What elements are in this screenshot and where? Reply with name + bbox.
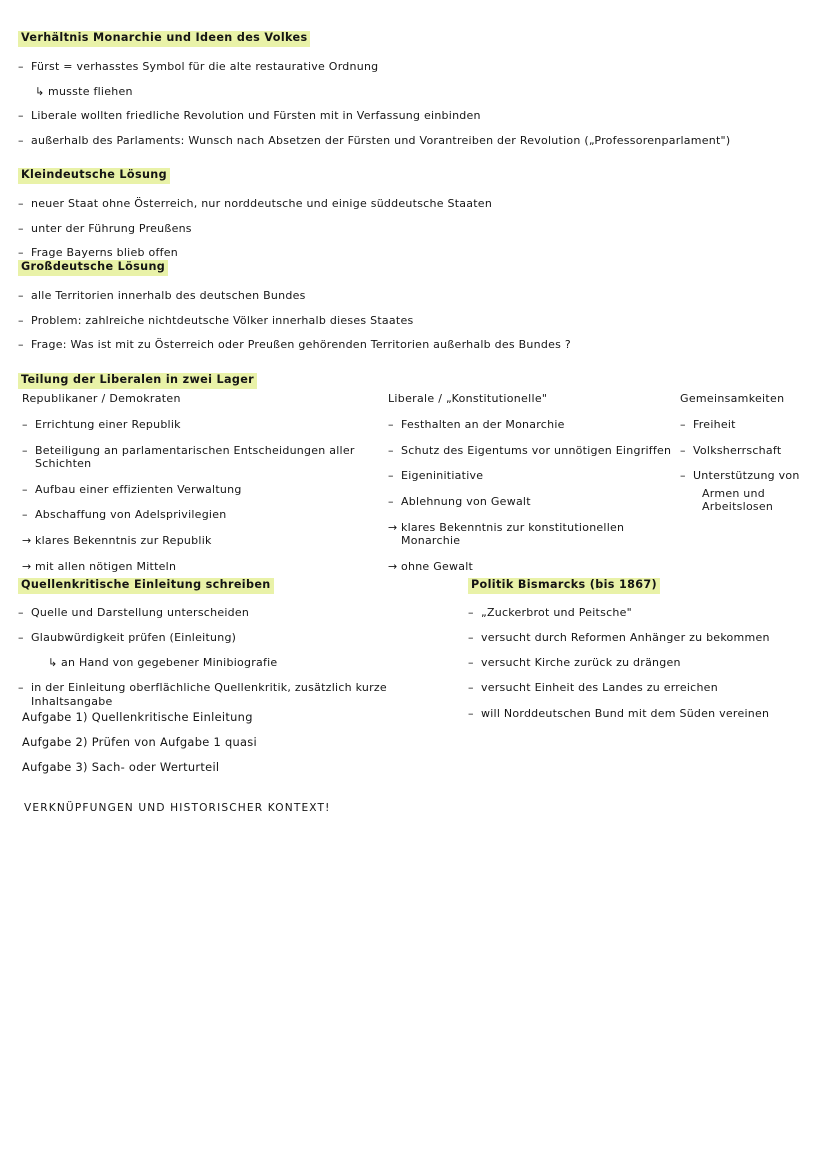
bullet-dash: – — [680, 443, 686, 457]
arrow-right-icon: → — [388, 520, 398, 534]
verhaeltnis-list — [18, 60, 808, 147]
list-item-text: Aufbau einer effizienten Verwaltung — [35, 482, 242, 496]
list-item — [18, 109, 808, 122]
heading-text: Quellenkritische Einleitung schreiben — [18, 578, 274, 594]
bullet-dash: – — [468, 656, 474, 670]
section-heading — [18, 573, 458, 594]
list-item-text: Schutz des Eigentums vor unnötigen Eingriffen — [401, 443, 672, 457]
column-title: Republikaner / Demokraten — [22, 392, 181, 405]
list-item-text: Frage: Was ist mit zu Österreich oder Preußen gehörenden Territorien außerhalb des Bundes ? — [31, 338, 571, 352]
heading-text: Teilung der Liberalen in zwei Lager — [18, 373, 257, 389]
quellenkritik-list — [18, 606, 458, 708]
list-item — [468, 631, 798, 644]
list-item-text: versucht Kirche zurück zu drängen — [481, 656, 681, 670]
list-item — [388, 418, 673, 431]
bullet-dash: – — [18, 681, 24, 695]
list-item-text: außerhalb des Parlaments: Wunsch nach Absetzen der Fürsten und Vorantreiben der Revolution („Professorenparlament") — [31, 133, 731, 147]
bullet-dash: – — [22, 508, 28, 522]
bullet-dash: – — [18, 288, 24, 302]
arrow-right-icon: → — [22, 559, 32, 573]
section-heading — [18, 255, 618, 276]
list-item-text: alle Territorien innerhalb des deutschen Bundes — [31, 288, 306, 302]
column-republikaner-demokraten — [22, 392, 372, 585]
liberale-list — [388, 418, 673, 573]
arrow-right-icon: → — [22, 533, 32, 547]
list-item-text: Errichtung einer Republik — [35, 418, 181, 431]
kleindeutsche-list — [18, 197, 578, 260]
bullet-dash: – — [680, 469, 686, 483]
list-item — [388, 444, 673, 457]
section-heading — [468, 573, 798, 594]
section-grossdeutsche-loesung — [18, 255, 618, 363]
bullet-dash: – — [388, 443, 394, 457]
heading-text: Verhältnis Monarchie und Ideen des Volkes — [18, 31, 310, 47]
bullet-dash: – — [18, 338, 24, 352]
list-item-text: klares Bekenntnis zur konstitutionellen Monarchie — [401, 520, 625, 547]
list-item — [18, 197, 578, 210]
list-item-text: Quelle und Darstellung unterscheiden — [31, 605, 250, 619]
bullet-dash: – — [22, 443, 28, 457]
bullet-dash: – — [388, 495, 394, 509]
bullet-dash: – — [468, 681, 474, 695]
section-teilung-heading — [18, 368, 257, 389]
list-item — [18, 60, 808, 73]
list-item — [22, 418, 372, 431]
column-title: Liberale / „Konstitutionelle" — [388, 392, 548, 405]
list-item-text: klares Bekenntnis zur Republik — [35, 533, 212, 547]
list-item — [22, 483, 372, 496]
list-item — [680, 469, 820, 482]
list-item-text: neuer Staat ohne Österreich, nur norddeutsche und einige süddeutsche Staaten — [31, 196, 493, 210]
aufgabe-line: Aufgabe 2) Prüfen von Aufgabe 1 quasi — [22, 735, 257, 749]
list-item-text: Frage Bayerns blieb offen — [31, 246, 178, 260]
list-item — [22, 560, 372, 573]
section-quellenkritische-einleitung — [18, 573, 458, 719]
list-item-sub — [18, 656, 458, 669]
list-item — [18, 681, 458, 707]
list-item — [388, 469, 673, 482]
list-item — [388, 495, 673, 508]
list-item — [18, 222, 578, 235]
list-item — [680, 444, 820, 457]
bullet-dash: – — [18, 246, 24, 260]
list-item — [18, 631, 458, 644]
section-heading — [18, 163, 578, 184]
sub-arrow-icon: ↳ — [48, 656, 58, 670]
list-item-text: Liberale wollten friedliche Revolution und Fürsten mit in Verfassung einbinden — [31, 109, 481, 123]
bullet-dash: – — [388, 469, 394, 483]
bullet-dash: – — [22, 482, 28, 496]
list-item — [680, 418, 820, 431]
aufgabe-line: Aufgabe 3) Sach- oder Werturteil — [22, 760, 220, 774]
bullet-dash: – — [468, 631, 474, 645]
section-politik-bismarcks — [468, 573, 798, 731]
section-verhaeltnis-monarchie — [18, 26, 808, 159]
list-item-text: versucht durch Reformen Anhänger zu bekommen — [481, 631, 770, 645]
list-item-text: an Hand von gegebener Minibiografie — [61, 656, 278, 670]
list-item-text: Ablehnung von Gewalt — [401, 495, 531, 509]
list-item-text: versucht Einheit des Landes zu erreichen — [481, 681, 718, 695]
sub-arrow-icon: ↳ — [35, 84, 45, 98]
bullet-dash: – — [18, 631, 24, 645]
bullet-dash: – — [18, 196, 24, 210]
list-item-text: Eigeninitiative — [401, 469, 484, 483]
list-item-text: Unterstützung von — [693, 469, 800, 483]
footer-note: VERKNÜPFUNGEN UND HISTORISCHER KONTEXT! — [24, 802, 331, 814]
list-item — [22, 444, 372, 470]
list-item-sub — [18, 85, 808, 98]
list-item-text: Beteiligung an parlamentarischen Entscheidungen aller Schichten — [35, 443, 355, 470]
gemeinsamkeiten-list — [680, 418, 820, 483]
list-item — [468, 656, 798, 669]
bullet-dash: – — [388, 418, 394, 431]
bismarck-list — [468, 606, 798, 720]
bullet-dash: – — [22, 418, 28, 431]
section-aufgaben — [22, 710, 422, 785]
list-item — [18, 134, 808, 147]
bullet-dash: – — [18, 221, 24, 235]
column-liberale-konstitutionelle — [388, 392, 673, 585]
bullet-dash: – — [468, 706, 474, 720]
list-item-text: Freiheit — [693, 418, 736, 431]
bullet-dash: – — [468, 605, 474, 619]
heading-text: Kleindeutsche Lösung — [18, 168, 170, 184]
list-item — [388, 521, 673, 547]
list-item — [18, 338, 618, 351]
list-item — [22, 508, 372, 521]
list-item — [468, 707, 798, 720]
list-item-text: unter der Führung Preußens — [31, 221, 192, 235]
heading-text: Großdeutsche Lösung — [18, 260, 168, 276]
bullet-dash: – — [18, 59, 24, 73]
bullet-dash: – — [18, 133, 24, 147]
grossdeutsche-list — [18, 289, 618, 352]
republikaner-list — [22, 418, 372, 573]
column-gemeinsamkeiten — [680, 392, 820, 524]
bullet-dash: – — [18, 109, 24, 123]
section-heading — [18, 26, 808, 47]
list-item-text: Problem: zahlreiche nichtdeutsche Völker innerhalb dieses Staates — [31, 313, 414, 327]
list-item-text: „Zuckerbrot und Peitsche" — [481, 605, 632, 619]
list-item-text: will Norddeutschen Bund mit dem Süden vereinen — [481, 706, 770, 720]
list-item-text: Fürst = verhasstes Symbol für die alte restaurative Ordnung — [31, 59, 379, 73]
list-item-text: Abschaffung von Adelsprivilegien — [35, 508, 227, 522]
bullet-dash: – — [18, 313, 24, 327]
list-item-text: Festhalten an der Monarchie — [401, 418, 565, 431]
list-item — [18, 289, 618, 302]
list-item-text: mit allen nötigen Mitteln — [35, 559, 177, 573]
list-item — [468, 606, 798, 619]
arrow-right-icon: → — [388, 559, 398, 573]
list-item — [22, 534, 372, 547]
list-item — [18, 314, 618, 327]
column-title: Gemeinsamkeiten — [680, 392, 785, 405]
list-item-continuation: Armen und Arbeitslosen — [702, 486, 774, 513]
list-item-text: ohne Gewalt — [401, 559, 474, 573]
bullet-dash: – — [680, 418, 686, 431]
list-item — [18, 606, 458, 619]
list-item-text: in der Einleitung oberflächliche Quellenkritik, zusätzlich kurze Inhaltsangabe — [31, 681, 387, 708]
list-item-text: musste fliehen — [48, 84, 133, 98]
list-item — [388, 560, 673, 573]
list-item — [468, 681, 798, 694]
heading-text: Politik Bismarcks (bis 1867) — [468, 578, 660, 594]
bullet-dash: – — [18, 605, 24, 619]
list-item-text: Glaubwürdigkeit prüfen (Einleitung) — [31, 631, 237, 645]
aufgabe-line: Aufgabe 1) Quellenkritische Einleitung — [22, 710, 253, 724]
list-item-text: Volksherrschaft — [693, 443, 782, 457]
